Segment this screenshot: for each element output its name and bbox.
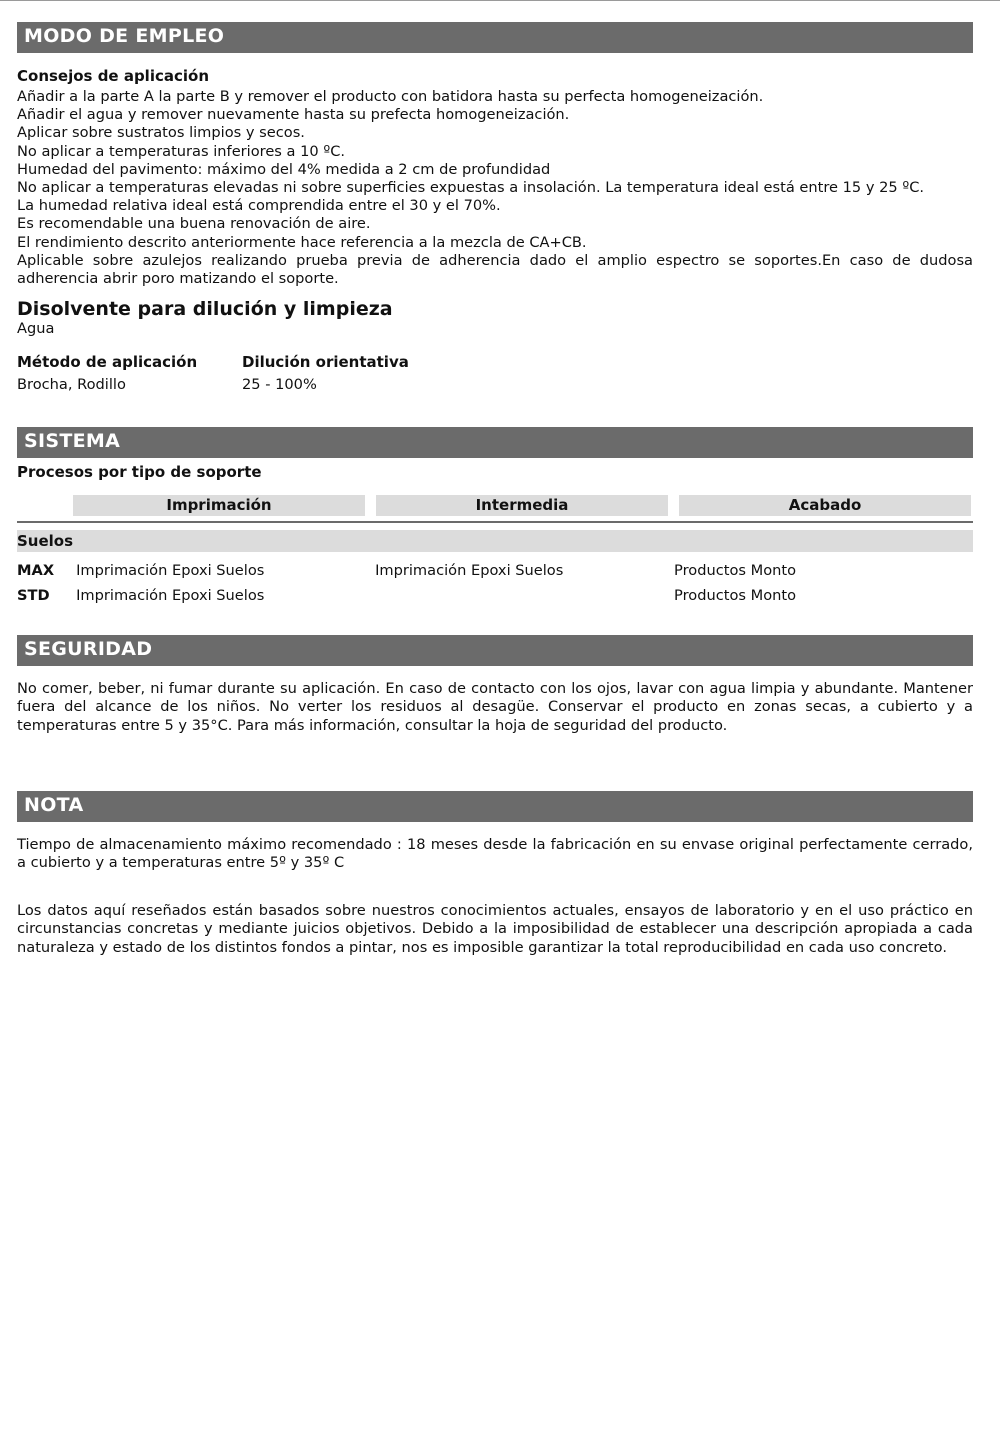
section-header-seguridad: SEGURIDAD [17, 635, 973, 666]
table-cell: Imprimación Epoxi Suelos [76, 587, 265, 605]
section-header-sistema: SISTEMA [17, 427, 973, 458]
table-cell: Productos Monto [674, 562, 797, 580]
row-code: MAX [17, 562, 55, 580]
consejo-line: Añadir a la parte A la parte B y remover el producto con batidora hasta su perfecta homogeneización. [17, 88, 764, 105]
consejo-line: Aplicar sobre sustratos limpios y secos. [17, 124, 305, 142]
top-rule [0, 0, 1000, 1]
consejo-line: La humedad relativa ideal está comprendida entre el 30 y el 70%. [17, 197, 501, 215]
disolvente-value: Agua [17, 320, 55, 338]
consejo-line: Es recomendable una buena renovación de aire. [17, 215, 371, 233]
procesos-title: Procesos por tipo de soporte [17, 463, 262, 482]
nota-disclaimer: Los datos aquí reseñados están basados sobre nuestros conocimientos actuales, ensayos de laboratorio y en el uso práctico en circunstancias concretas y mediante juicios objetivos. Debido a la imposibilidad de establecer una descripción apropiada a cada naturaleza y estado de los distintos fondos a pintar, nos es imposible garantizar la total reproducibilidad en cada uso concreto. [17, 902, 973, 956]
consejo-line: No aplicar a temperaturas elevadas ni sobre superficies expuestas a insolación. La temperatura ideal está entre 15 y 25 ºC. [17, 179, 925, 197]
document-page [17, 22, 973, 957]
consejo-line: El rendimiento descrito anteriormente hace referencia a la mezcla de CA+CB. [17, 233, 587, 251]
section-header-modo-de-empleo: MODO DE EMPLEO [17, 22, 973, 53]
nota-almacenamiento: Tiempo de almacenamiento máximo recomendado : 18 meses desde la fabricación en su envase original perfectamente cerrado, a cubierto y a temperaturas entre 5º y 35º C [17, 835, 973, 872]
consejo-line: Humedad del pavimento: máximo del 4% medida a 2 cm de profundidad [17, 160, 551, 178]
consejo-line: No aplicar a temperaturas inferiores a 10 ºC. [17, 142, 346, 160]
table-cell [375, 583, 674, 608]
metodo-dilucion-values [17, 376, 973, 393]
dilucion-label: Dilución orientativa [242, 353, 409, 372]
azulejos-paragraph: Aplicable sobre azulejos realizando prueba previa de adherencia dado el amplio espectro se soportes.En caso de dudosa adherencia abrir poro matizando el soporte. [17, 251, 973, 288]
metodo-label: Método de aplicación [17, 353, 198, 372]
table-cell: Imprimación Epoxi Suelos [76, 562, 265, 580]
column-header-acabado: Acabado [679, 495, 971, 516]
group-row-suelos: Suelos [17, 530, 973, 552]
metodo-value: Brocha, Rodillo [17, 376, 126, 394]
section-header-nota: NOTA [17, 791, 973, 822]
column-header-imprimacion: Imprimación [73, 495, 365, 516]
table-row [17, 558, 973, 583]
dilucion-value: 25 - 100% [242, 376, 317, 394]
column-header-intermedia: Intermedia [376, 495, 668, 516]
table-cell: Imprimación Epoxi Suelos [375, 562, 564, 580]
disolvente-title: Disolvente para dilución y limpieza [17, 298, 393, 321]
row-code: STD [17, 587, 50, 605]
process-table-header [73, 495, 973, 516]
consejo-line: Añadir el agua y remover nuevamente hasta su prefecta homogeneización. [17, 106, 570, 124]
consejos-title: Consejos de aplicación [17, 67, 209, 85]
consejos-list [17, 88, 973, 252]
table-cell: Productos Monto [674, 587, 797, 605]
table-rule [17, 521, 973, 523]
table-row [17, 583, 973, 608]
metodo-dilucion-labels [17, 353, 973, 371]
seguridad-text: No comer, beber, ni fumar durante su aplicación. En caso de contacto con los ojos, lavar con agua limpia y abundante. Mantener fuera del alcance de los niños. No verter los residuos al desagüe. Conservar el producto en zonas secas, a cubierto y a temperaturas entre 5 y 35°C. Para más información, consultar la hoja de seguridad del producto. [17, 680, 973, 734]
